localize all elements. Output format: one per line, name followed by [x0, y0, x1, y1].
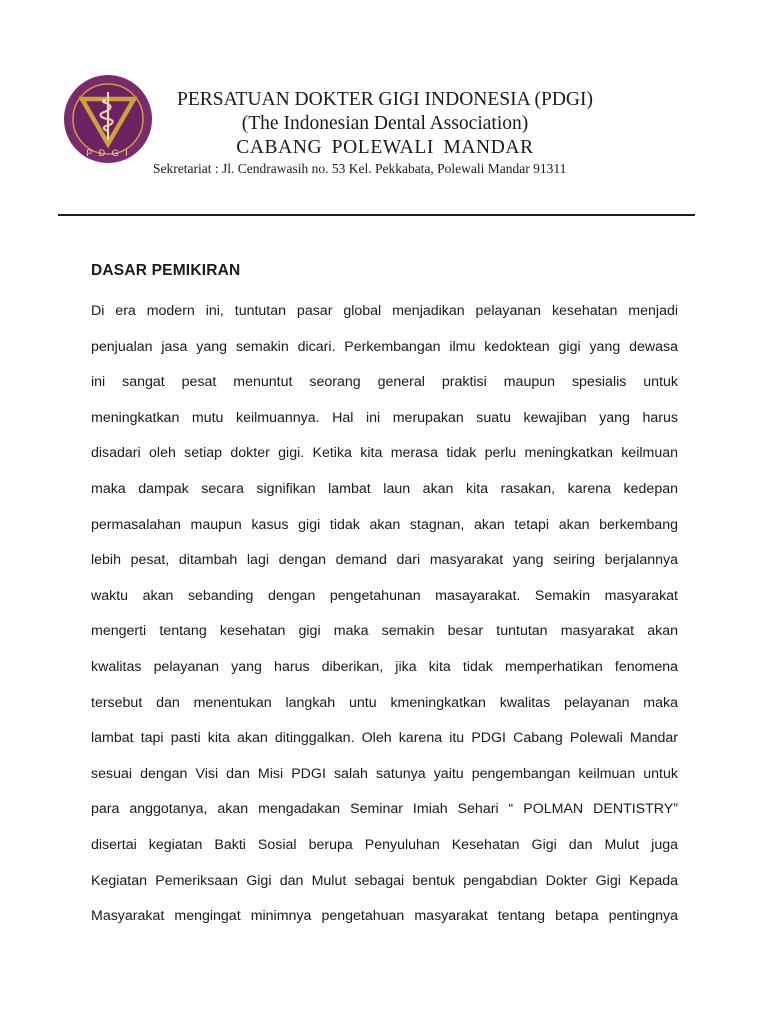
paragraph-line: mengerti tentang kesehatan gigi maka semakin besar tuntutan masyarakat akan [91, 623, 678, 640]
logo-lettering: P D G I [86, 148, 130, 158]
section-heading: DASAR PEMIKIRAN [91, 262, 241, 279]
paragraph-line: meningkatkan mutu keilmuannya. Hal ini merupakan suatu kewajiban yang harus [91, 409, 678, 426]
paragraph-line: maka dampak secara signifikan lambat laun akan kita rasakan, karena kedepan [91, 480, 678, 497]
paragraph-line: waktu akan sebanding dengan pengetahunan masayarakat. Semakin masyarakat [91, 587, 678, 604]
letterhead-divider [58, 214, 695, 216]
paragraph-line: disertai kegiatan Bakti Sosial berupa Penyuluhan Kesehatan Gigi dan Mulut juga [91, 836, 678, 853]
paragraph-line: permasalahan maupun kasus gigi tidak akan stagnan, akan tetapi akan berkembang [91, 516, 678, 533]
paragraph-line: ini sangat pesat menuntut seorang general praktisi maupun spesialis untuk [91, 374, 678, 391]
organization-branch: CABANG POLEWALI MANDAR [236, 137, 534, 158]
paragraph-line: Di era modern ini, tuntutan pasar global menjadikan pelayanan kesehatan menjadi [91, 303, 678, 319]
paragraph-line: lambat tapi pasti kita akan ditinggalkan. Oleh karena itu PDGI Cabang Polewali Mandar [91, 730, 678, 747]
paragraph-line: Kegiatan Pemeriksaan Gigi dan Mulut sebagai bentuk pengabdian Dokter Gigi Kepada [91, 872, 678, 889]
paragraph-line: disadari oleh setiap dokter gigi. Ketika kita merasa tidak perlu meningkatkan keilmuan [91, 445, 678, 462]
paragraph-line: sesuai dengan Visi dan Misi PDGI salah satunya yaitu pengembangan keilmuan untuk [91, 765, 678, 782]
paragraph-line: para anggotanya, akan mengadakan Seminar Imiah Sehari “ POLMAN DENTISTRY” [91, 801, 678, 818]
paragraph-line: penjualan jasa yang semakin dicari. Perkembangan ilmu kedoktean gigi yang dewasa [91, 338, 678, 355]
organization-name: PERSATUAN DOKTER GIGI INDONESIA (PDGI) [177, 89, 593, 110]
organization-heading [150, 88, 620, 160]
paragraph-line: tersebut dan menentukan langkah untu kmeningkatkan kwalitas pelayanan maka [91, 694, 678, 711]
secretariat-address: Sekretariat : Jl. Cendrawasih no. 53 Kel. Pekkabata, Polewali Mandar 91311 [153, 161, 567, 176]
document-body [91, 258, 678, 935]
pdgi-logo [58, 66, 158, 172]
paragraph-line: kwalitas pelayanan yang harus diberikan, jika kita tidak memperhatikan fenomena [91, 658, 678, 675]
paragraph-line: lebih pesat, ditambah lagi dengan demand dari masyarakat yang seiring berjalannya [91, 552, 678, 569]
body-paragraph [91, 294, 678, 935]
letterhead [0, 0, 768, 230]
organization-english-name: (The Indonesian Dental Association) [241, 113, 529, 134]
paragraph-line: Masyarakat mengingat minimnya pengetahuan masyarakat tentang betapa pentingnya [91, 908, 678, 925]
